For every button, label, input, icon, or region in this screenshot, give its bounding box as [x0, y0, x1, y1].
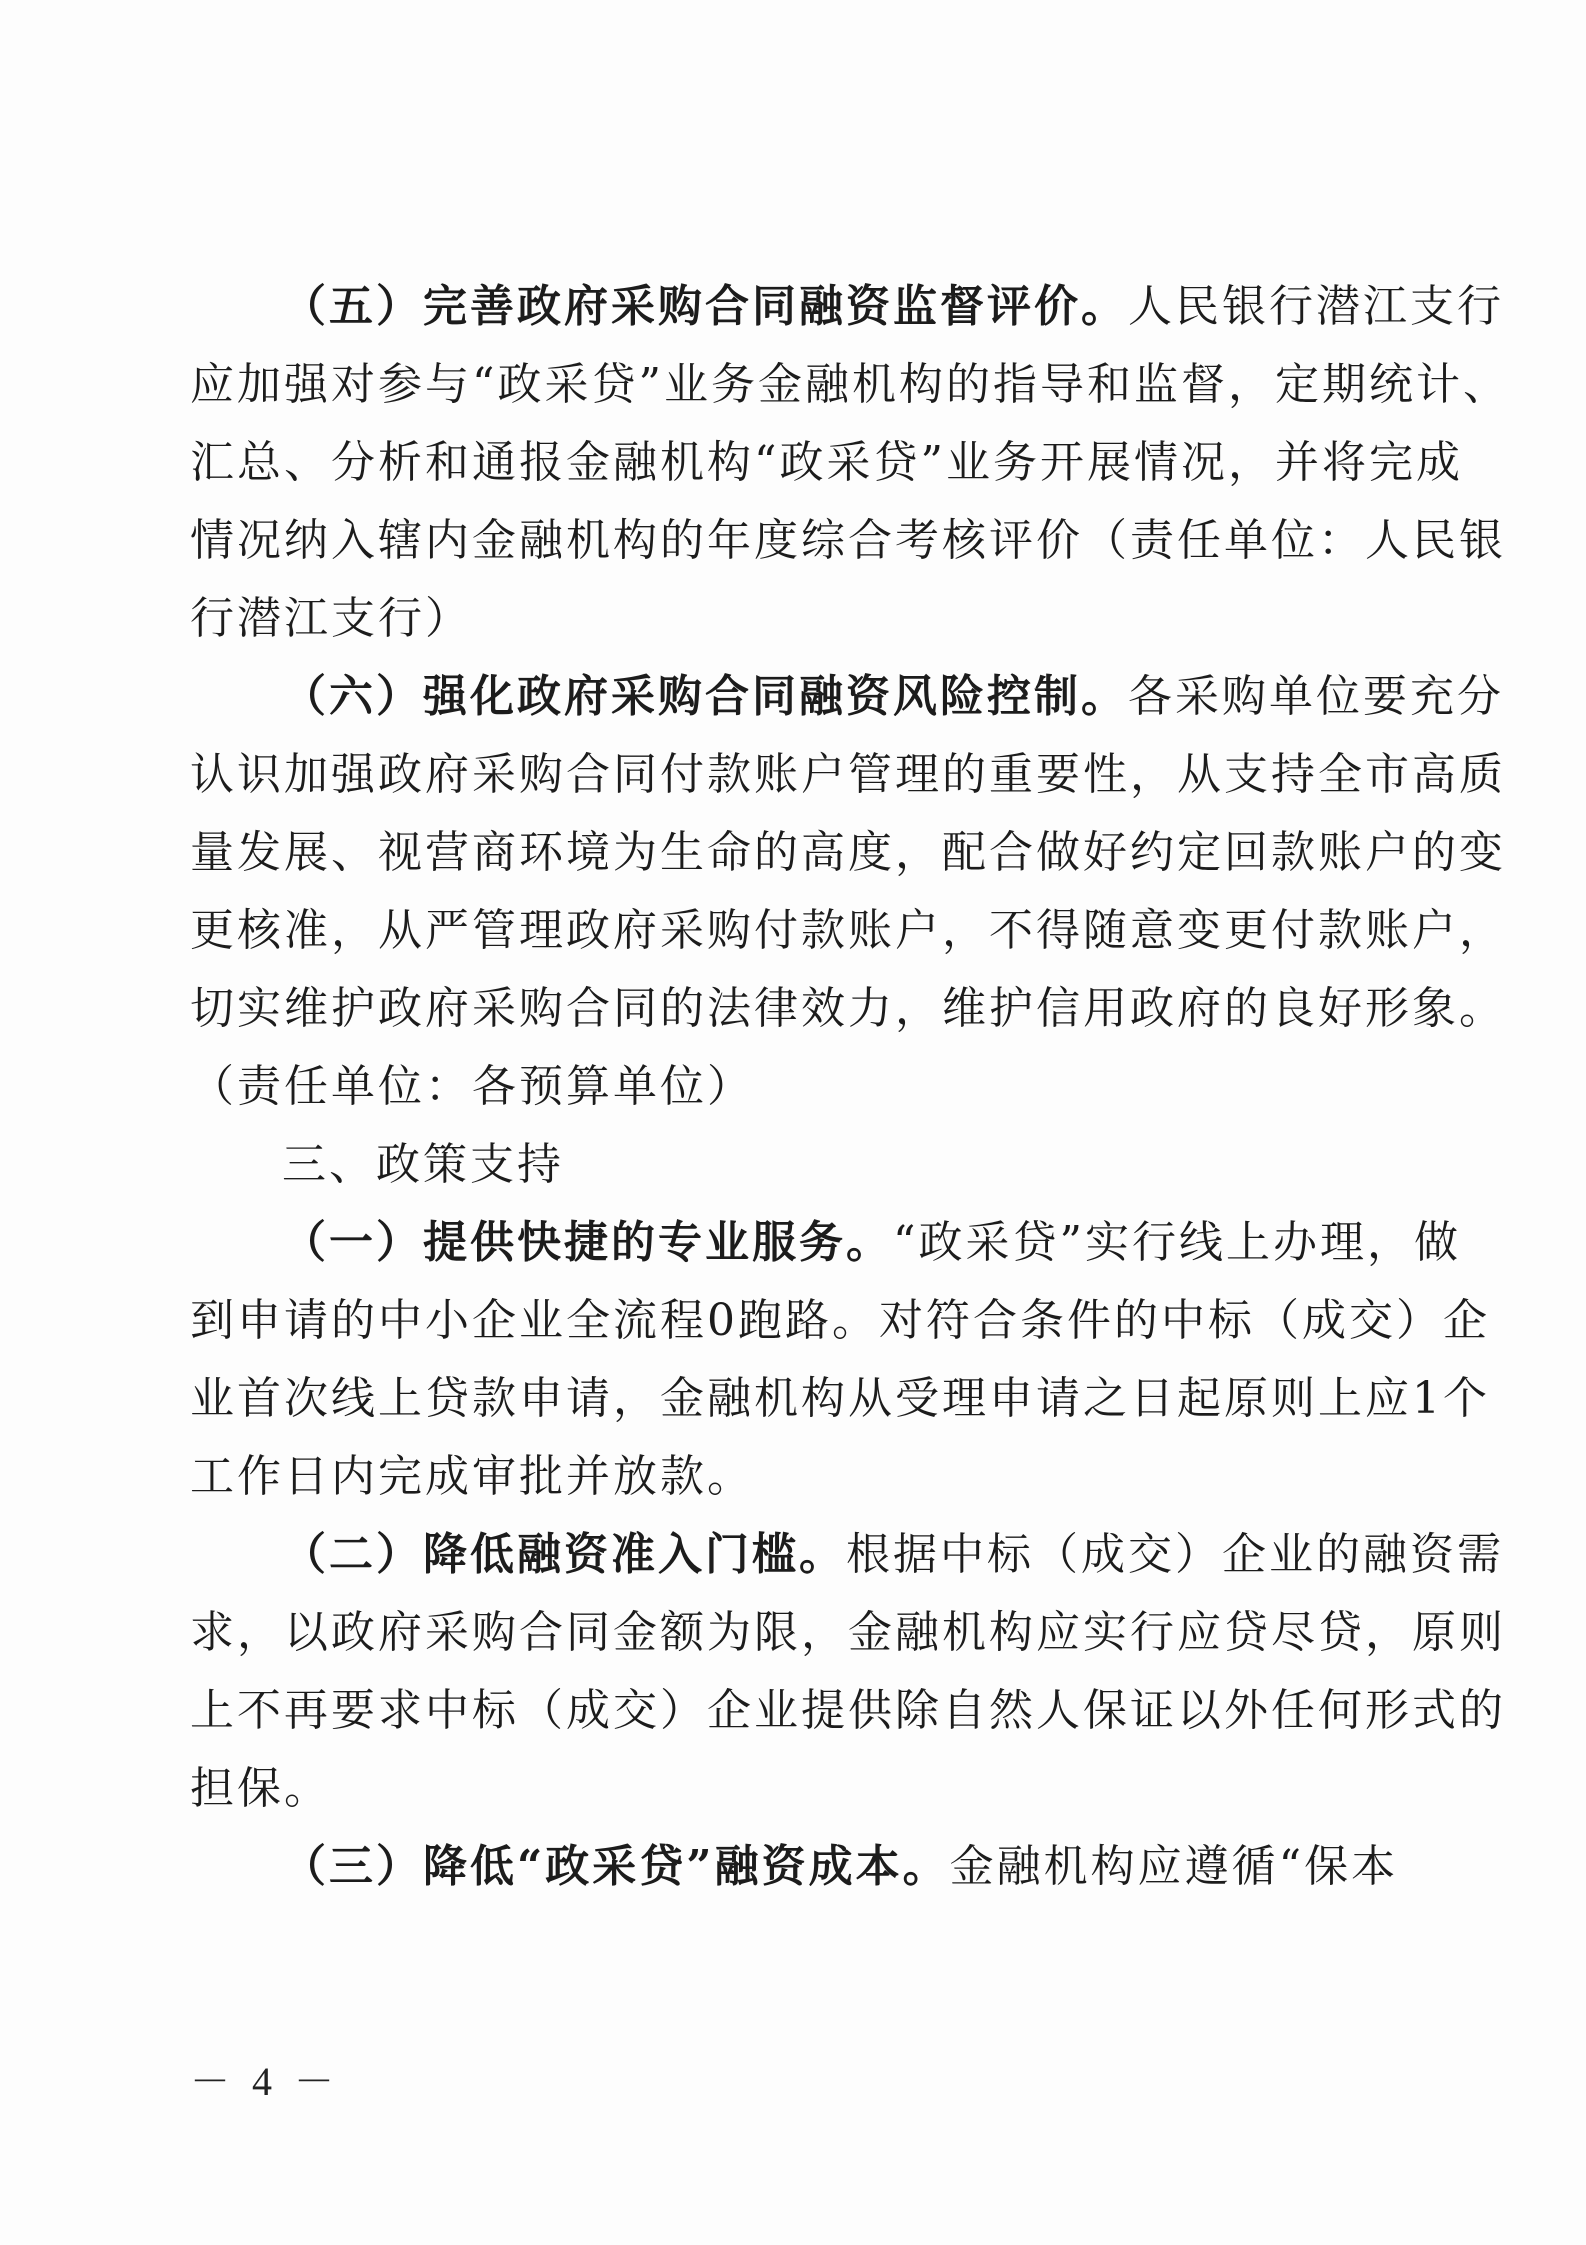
paragraph-text: 根据中标（成交）企业的融资需	[846, 1529, 1504, 1580]
paragraph-line: 认识加强政府采购合同付款账户管理的重要性，从支持全市高质	[190, 749, 1506, 800]
paragraph-line: 工作日内完成审批并放款。	[190, 1451, 754, 1502]
document-body	[190, 268, 1510, 1906]
paragraph-line	[190, 658, 1504, 736]
paragraph-line: 汇总、分析和通报金融机构“政采贷”业务开展情况，并将完成	[190, 437, 1463, 488]
paragraph-line	[190, 1516, 1504, 1594]
paragraph-line: 量发展、视营商环境为生命的高度，配合做好约定回款账户的变	[190, 827, 1506, 878]
paragraph-line	[190, 268, 1504, 346]
paragraph-lead: （一）提供快捷的专业服务。	[282, 1217, 893, 1268]
paragraph-line: 情况纳入辖内金融机构的年度综合考核评价（责任单位：人民银	[190, 515, 1506, 566]
paragraph-line: 上不再要求中标（成交）企业提供除自然人保证以外任何形式的	[190, 1685, 1506, 1736]
paragraph-text: “政采贷”实行线上办理，做	[893, 1217, 1461, 1268]
paragraph-line	[190, 1204, 1461, 1282]
paragraph-line: 更核准，从严管理政府采购付款账户，不得随意变更付款账户，	[190, 905, 1506, 956]
paragraph-line: 担保。	[190, 1763, 331, 1814]
paragraph-text: 人民银行潜江支行	[1128, 281, 1504, 332]
paragraph-line	[190, 1828, 1399, 1906]
paragraph-line: 到申请的中小企业全流程0跑路。对符合条件的中标（成交）企	[190, 1295, 1490, 1346]
paragraph-line: 行潜江支行）	[190, 593, 472, 644]
paragraph-line: （责任单位：各预算单位）	[190, 1061, 754, 1112]
paragraph-text: 金融机构应遵循“保本	[949, 1841, 1399, 1892]
paragraph-lead: （二）降低融资准入门槛。	[282, 1529, 846, 1580]
section-heading: 三、政策支持	[282, 1139, 564, 1190]
paragraph-lead: （五）完善政府采购合同融资监督评价。	[282, 281, 1128, 332]
paragraph-lead: （六）强化政府采购合同融资风险控制。	[282, 671, 1128, 722]
paragraph-line: 切实维护政府采购合同的法律效力，维护信用政府的良好形象。	[190, 983, 1506, 1034]
paragraph-text: 各采购单位要充分	[1128, 671, 1504, 722]
paragraph-line: 业首次线上贷款申请，金融机构从受理申请之日起原则上应1个	[190, 1373, 1490, 1424]
paragraph-line: 应加强对参与“政采贷”业务金融机构的指导和监督，定期统计、	[190, 359, 1510, 410]
page-number: － 4 －	[190, 2059, 340, 2104]
paragraph-lead: （三）降低“政采贷”融资成本。	[282, 1841, 950, 1892]
paragraph-line: 求，以政府采购合同金额为限，金融机构应实行应贷尽贷，原则	[190, 1607, 1506, 1658]
